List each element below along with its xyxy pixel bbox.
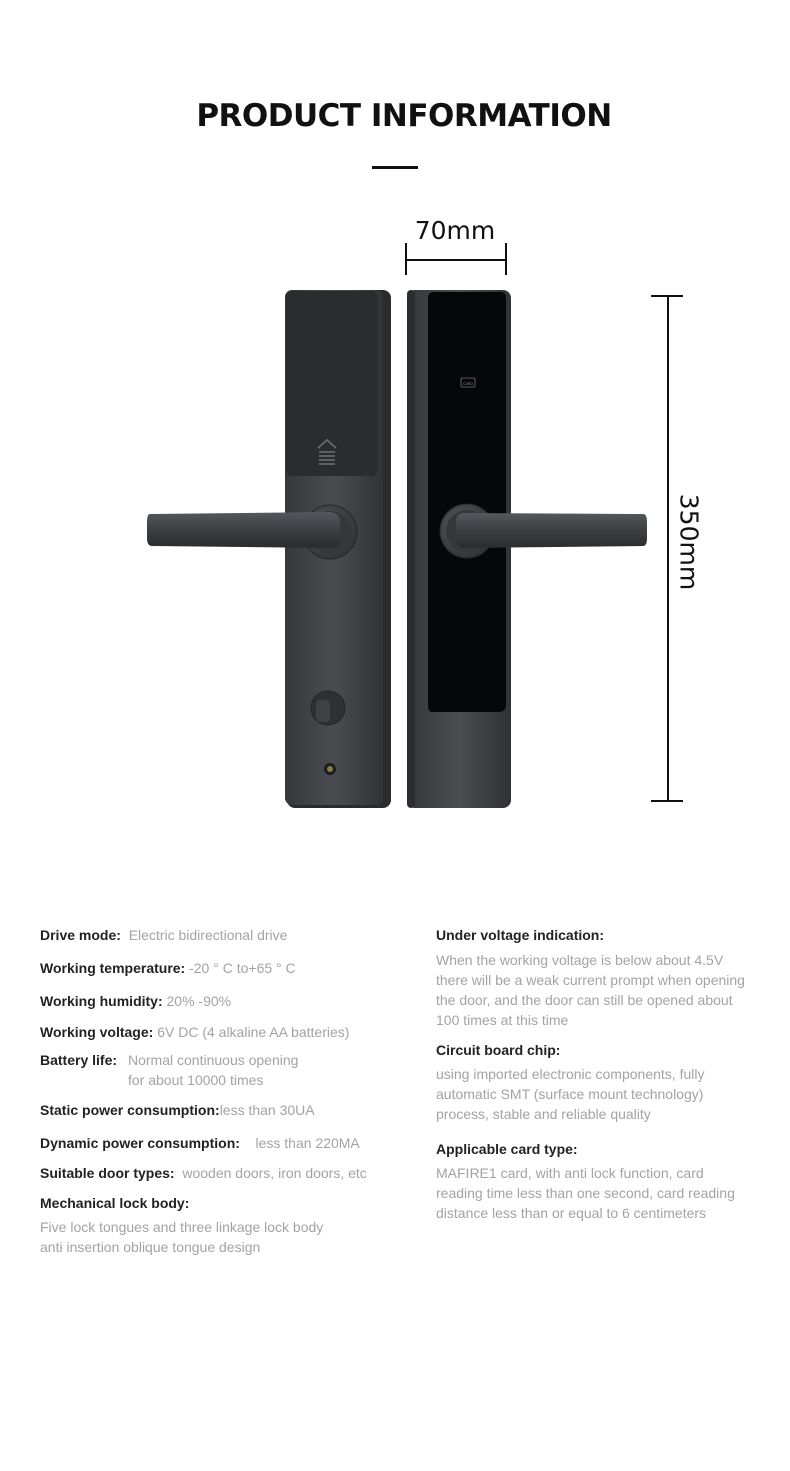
spec-card-type-key: Applicable card type: — [436, 1141, 578, 1157]
spec-value-line: reading time less than one second, card reading — [436, 1185, 735, 1201]
spec-lock-body-value — [40, 1217, 323, 1257]
spec-key: Static power consumption: — [40, 1102, 220, 1118]
spec-value: 6V DC (4 alkaline AA batteries) — [157, 1024, 350, 1040]
spec-working-temperature — [40, 958, 296, 978]
width-dimension-tick-left — [405, 243, 407, 275]
spec-value-line: 100 times at this time — [436, 1012, 569, 1028]
spec-value-line: for about 10000 times — [128, 1072, 264, 1088]
spec-value-line: automatic SMT (surface mount technology) — [436, 1086, 704, 1102]
width-dimension-label: 70mm — [414, 216, 496, 245]
spec-value-line: MAFIRE1 card, with anti lock function, card — [436, 1165, 704, 1181]
spec-key: Battery life: — [40, 1052, 118, 1068]
smart-lock-illustration — [140, 280, 660, 820]
spec-battery-life-key — [40, 1050, 117, 1070]
spec-key: Suitable door types: — [40, 1165, 175, 1181]
inner-lock-unit — [147, 290, 391, 808]
spec-key: Working temperature: — [40, 960, 186, 976]
spec-value-line: Normal continuous opening — [128, 1052, 299, 1068]
spec-value: less than 220MA — [255, 1135, 360, 1151]
spec-value-line: process, stable and reliable quality — [436, 1106, 651, 1122]
page-title: PRODUCT INFORMATION — [196, 98, 612, 134]
title-underline — [372, 166, 418, 169]
spec-key: Working voltage: — [40, 1024, 154, 1040]
spec-dynamic-power — [40, 1133, 360, 1153]
glass-panel — [428, 292, 506, 712]
battery-cover — [286, 291, 378, 476]
spec-value-line: using imported electronic components, fully — [436, 1066, 705, 1082]
width-dimension-tick-right — [505, 243, 507, 275]
spec-static-power — [40, 1100, 315, 1120]
spec-value-line: Five lock tongues and three linkage lock body — [40, 1219, 324, 1235]
spec-key: Working humidity: — [40, 993, 163, 1009]
spec-value-line: the door, and the door can still be opened about — [436, 992, 733, 1008]
spec-lock-body-key: Mechanical lock body: — [40, 1195, 190, 1211]
width-dimension-line — [406, 259, 506, 261]
spec-value-line: distance less than or equal to 6 centimeters — [436, 1205, 707, 1221]
card-reader-badge: CARD — [463, 382, 473, 386]
spec-card-type-value — [436, 1163, 735, 1223]
spec-value-line: anti insertion oblique tongue design — [40, 1239, 261, 1255]
spec-value: Electric bidirectional drive — [128, 927, 288, 943]
spec-value: wooden doors, iron doors, etc — [182, 1165, 367, 1181]
spec-key: Drive mode: — [40, 927, 121, 943]
spec-value: 20% -90% — [166, 993, 232, 1009]
spec-value: -20 ° C to+65 ° C — [189, 960, 296, 976]
spec-circuit-chip-key: Circuit board chip: — [436, 1042, 561, 1058]
spec-under-voltage-value — [436, 950, 745, 1030]
spec-drive-mode — [40, 925, 287, 945]
spec-working-voltage — [40, 1022, 349, 1042]
spec-value: less than 30UA — [219, 1102, 315, 1118]
height-dimension-label: 350mm — [674, 493, 704, 591]
spec-under-voltage-key: Under voltage indication: — [436, 927, 605, 943]
spec-working-humidity — [40, 991, 231, 1011]
spec-battery-life-value — [128, 1050, 298, 1090]
spec-key: Dynamic power consumption: — [40, 1135, 240, 1151]
spec-value-line: When the working voltage is below about 4.5V — [436, 952, 724, 968]
spec-value-line: there will be a weak current prompt when opening — [436, 972, 745, 988]
outer-lock-unit — [407, 290, 647, 808]
height-dimension-line — [667, 296, 669, 801]
spec-circuit-chip-value — [436, 1064, 704, 1124]
spec-door-types — [40, 1163, 367, 1183]
